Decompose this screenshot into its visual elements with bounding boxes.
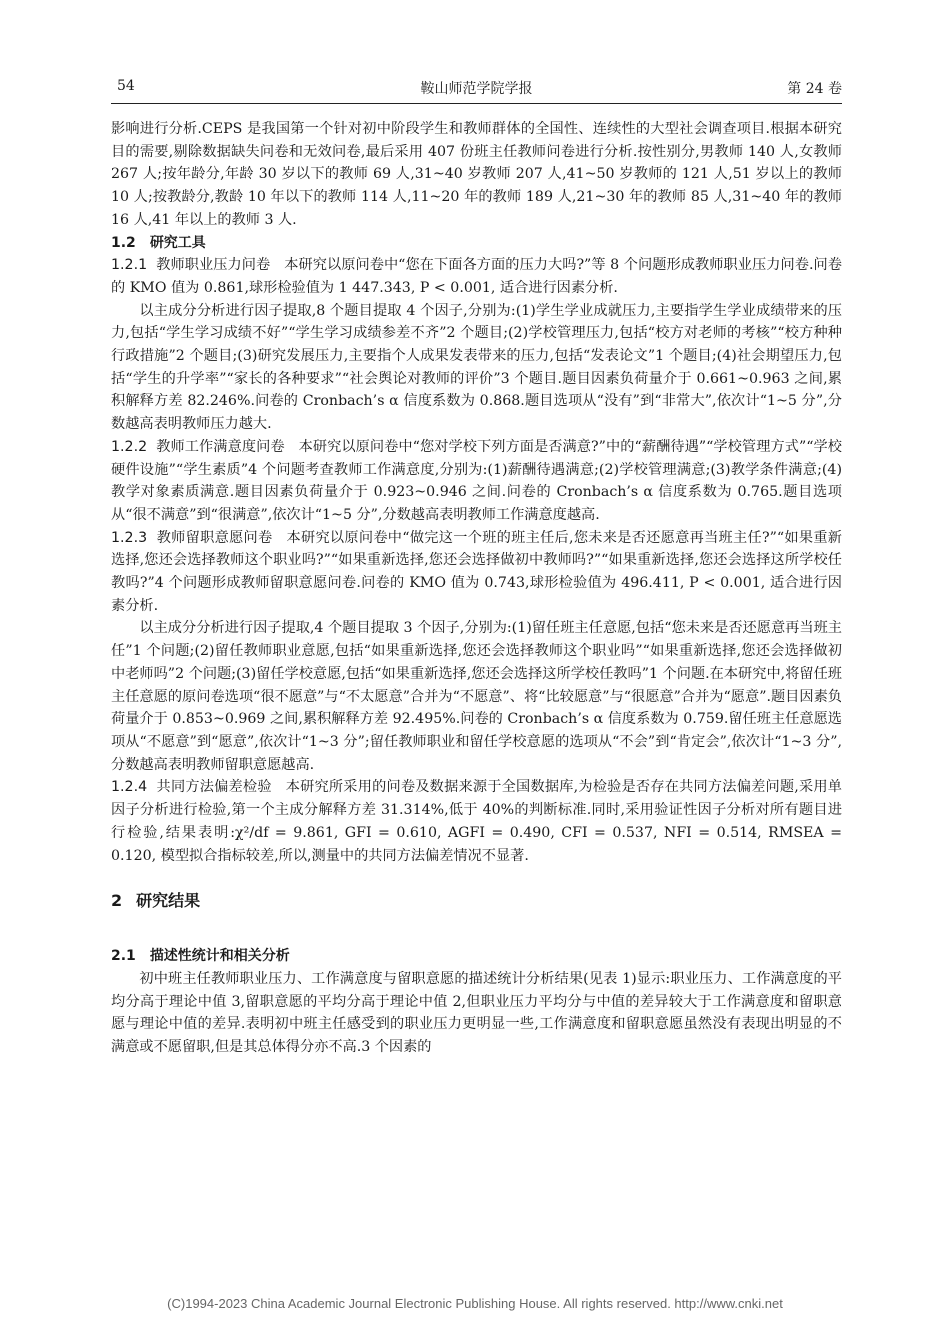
paragraph-intro: 影响进行分析.CEPS 是我国第一个针对初中阶段学生和教师群体的全国性、连续性的大型社会调查项目.根据本研究目的需要,剔除数据缺失问卷和无效问卷,最后采用 407 份班主任教师问卷进行分析.按性别分,男教师 140 人,女教师 267 人;按年龄分,年龄 30 岁以下的教师 69 人,31~40 岁教师 207 人,41~50 岁教师的 121 人,51 岁以上的教师 10 人;按教龄分,教龄 10 年以下的教师 114 人,11~20 年的教师 189 人,21~30 年的教师 85 人,31~40 年的教师 16 人,41 年以上的教师 3 人. bbox=[111, 121, 842, 228]
heading-1-2 bbox=[111, 232, 842, 255]
paragraph-1-2-1-factors: 以主成分分析进行因子提取,8 个题目提取 4 个因子,分别为:(1)学生学业成就压力,主要指学生学业成绩带来的压力,包括“学生学习成绩不好”“学生学习成绩参差不齐”2 个题目;(2)学校管理压力,包括“校方对老师的考核”“校方种种行政措施”2 个题目;(3)研究发展压力,主要指个人成果发表带来的压力,包括“发表论文”1 个题目;(4)社会期望压力,包括“学生的升学率”“家长的各种要求”“社会舆论对教师的评价”3 个题目.题目因素负荷量介于 0.661~0.963 之间,累积解释方差 82.246%.问卷的 Cronbach’s α 信度系数为 0.868.题目选项从“没有”到“非常大”,依次计“1~5 分”,分数越高表明教师压力越大. bbox=[111, 302, 842, 433]
paragraph-1-2-3-factors: 以主成分分析进行因子提取,4 个题目提取 3 个因子,分别为:(1)留任班主任意愿,包括“您未来是否还愿意再当班主任”1 个问题;(2)留任教师职业意愿,包括“如果重新选择,您还会选择教师这个职业吗”“如果重新选择,您还会选择做初中老师吗”2 个问题;(3)留任学校意愿,包括“如果重新选择,您还会选择这所学校任教吗”1 个问题.在本研究中,将留任班主任意愿的原问卷选项“很不愿意”与“不太愿意”合并为“不愿意”、将“比较愿意”与“很愿意”合并为“愿意”.题目因素负荷量介于 0.853~0.969 之间,累积解释方差 92.495%.问卷的 Cronbach’s α 信度系数为 0.759.留任班主任意愿选项从“不愿意”到“愿意”,依次计“1~3 分”;留任教师职业和留任学校意愿的选项从“不会”到“肯定会”,依次计“1~3 分”,分数越高表明教师留职意愿越高. bbox=[111, 620, 842, 773]
header-rule bbox=[111, 103, 842, 104]
section-title: 研究结果 bbox=[136, 891, 201, 911]
subheading-number: 1.2.2 bbox=[111, 438, 148, 455]
subheading-title: 教师留职意愿问卷 bbox=[156, 529, 273, 546]
section-number: 2 bbox=[111, 891, 123, 911]
journal-title: 鞍山师范学院学报 bbox=[420, 81, 533, 97]
heading-2 bbox=[111, 889, 842, 913]
volume-label: 第 24 卷 bbox=[787, 81, 842, 97]
heading-number: 2.1 bbox=[111, 948, 136, 965]
page-number: 54 bbox=[117, 78, 135, 94]
subheading-number: 1.2.1 bbox=[111, 257, 148, 274]
subheading-number: 1.2.4 bbox=[111, 779, 148, 796]
running-header bbox=[111, 78, 842, 100]
subheading-title: 教师职业压力问卷 bbox=[156, 257, 271, 274]
paragraph-1-2-3 bbox=[111, 527, 842, 618]
paragraph-text: 本研究以原问卷中“您对学校下列方面是否满意?”中的“薪酬待遇”“学校管理方式”“学校硬件设施”“学生素质”4 个问题考查教师工作满意度,分别为:(1)薪酬待遇满意;(2)学校管理满意;(3)教学条件满意;(4)教学对象素质满意.题目因素负荷量介于 0.923~0.946 之间.问卷的 Cronbach’s α 信度系数为 0.765.题目选项从“很不满意”到“很满意”,依次计“1~5 分”,分数越高表明教师工作满意度越高. bbox=[111, 438, 842, 523]
paragraph-text: 本研究以原问卷中“您在下面各方面的压力大吗?”等 8 个问题形成教师职业压力问卷.问卷的 KMO 值为 0.861,球形检验值为 1 447.343, P < 0.001, 适合进行因素分析. bbox=[111, 257, 842, 296]
paragraph-text: 本研究所采用的问卷及数据来源于全国数据库,为检验是否存在共同方法偏差问题,采用单因子分析进行检验,第一个主成分解释方差 31.314%,低于 40%的判断标准.同时,采用验证性因子分析对所有题目进行检验,结果表明:χ²/df = 9.861, GFI = 0.610, AGFI = 0.490, CFI = 0.537, NFI = 0.514, RMSEA = 0.120, 模型拟合指标较差,所以,测量中的共同方法偏差情况不显著. bbox=[111, 779, 842, 864]
heading-title: 研究工具 bbox=[149, 234, 206, 251]
copyright-footer: (C)1994-2023 China Academic Journal Electronic Publishing House. All rights reserved. http://www.cnki.net bbox=[167, 1296, 783, 1311]
subheading-1-2-3 bbox=[111, 530, 273, 546]
subheading-number: 1.2.3 bbox=[111, 529, 148, 546]
paragraph-1-2-1 bbox=[111, 254, 842, 299]
subheading-title: 共同方法偏差检验 bbox=[156, 779, 272, 796]
paragraph-2-1: 初中班主任教师职业压力、工作满意度与留职意愿的描述统计分析结果(见表 1)显示:职业压力、工作满意度的平均分高于理论中值 3,留职意愿的平均分高于理论中值 2,但职业压力平均分与中值的差异较大于工作满意度和留职意愿与理论中值的差异.表明初中班主任感受到的职业压力更明显一些,工作满意度和留职意愿虽然没有表现出明显的不满意或不愿留职,但是其总体得分亦不高.3 个因素的 bbox=[111, 970, 842, 1056]
paragraph-1-2-4 bbox=[111, 776, 842, 867]
heading-number: 1.2 bbox=[111, 234, 136, 251]
paragraph-text: 本研究以原问卷中“做完这一个班的班主任后,您未来是否还愿意再当班主任?”“如果重新选择,您还会选择教师这个职业吗?”“如果重新选择,您还会选择做初中教师吗?”“如果重新选择,您还会选择这所学校任教吗?”4 个问题形成教师留职意愿问卷.问卷的 KMO 值为 0.743,球形检验值为 496.411, P < 0.001, 适合进行因素分析. bbox=[111, 529, 842, 614]
paragraph-1-2-2 bbox=[111, 436, 842, 527]
subheading-1-2-2 bbox=[111, 439, 285, 455]
subheading-title: 教师工作满意度问卷 bbox=[156, 438, 285, 455]
heading-title: 描述性统计和相关分析 bbox=[149, 948, 290, 965]
subheading-1-2-1 bbox=[111, 257, 270, 273]
heading-2-1 bbox=[111, 945, 842, 968]
subheading-1-2-4 bbox=[111, 779, 272, 795]
article-body bbox=[111, 118, 842, 1059]
